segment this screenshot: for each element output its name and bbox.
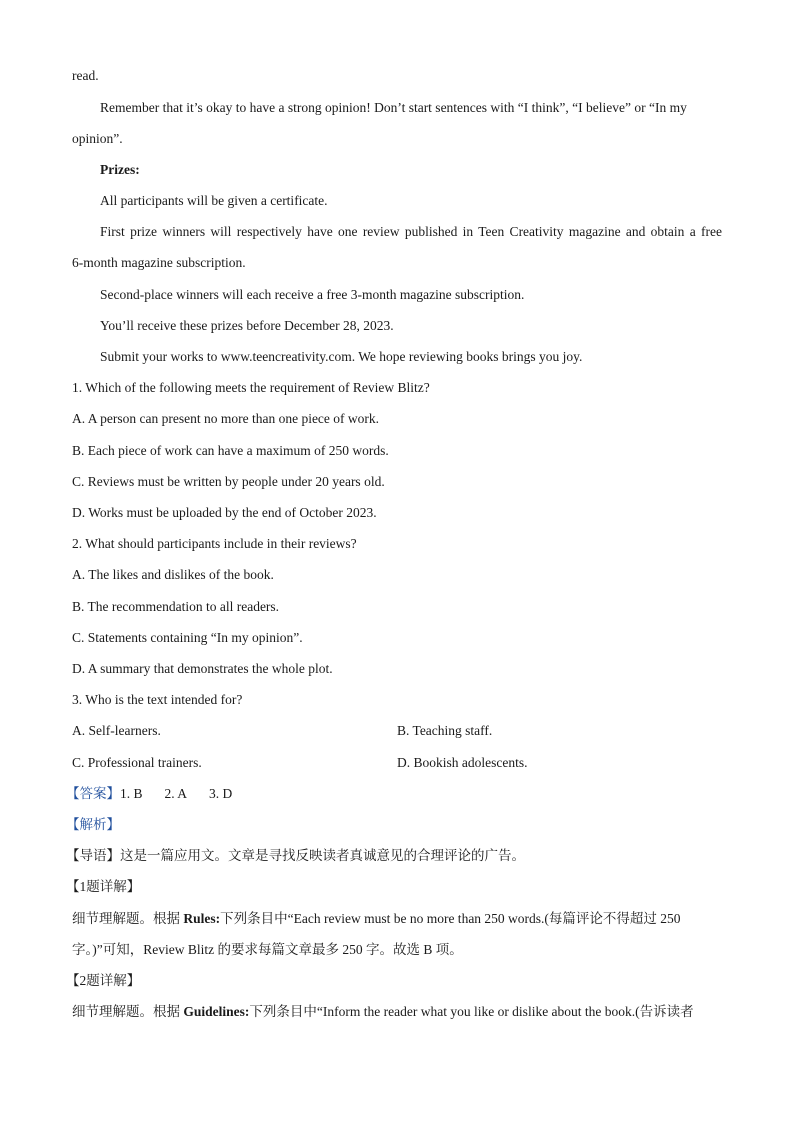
question-3-option-c: C. Professional trainers. (72, 755, 202, 770)
q2-detail-keyword: Guidelines: (183, 1004, 250, 1019)
question-1-stem: 1. Which of the following meets the requirement of Review Blitz? (72, 380, 430, 395)
question-2-option-c: C. Statements containing “In my opinion”. (72, 630, 303, 645)
q2-detail-rest: 下列条目中“Inform the reader what you like or dislike about the book.(告诉读者 (249, 1004, 694, 1019)
passage-read-tail: read. (72, 68, 99, 83)
question-1-option-d: D. Works must be uploaded by the end of October 2023. (72, 505, 377, 520)
question-2-detail-line-1 (72, 1004, 722, 1020)
q1-detail-rest: 下列条目中“Each review must be no more than 250 words.(每篇评论不得超过 250 (220, 911, 681, 926)
question-2-detail-label: 【2题详解】 (66, 973, 141, 988)
prize-first-line-2: 6-month magazine subscription. (72, 255, 246, 270)
passage-opinion-line-2: opinion”. (72, 131, 123, 146)
guide-text: 这是一篇应用文。文章是寻找反映读者真诚意见的合理评论的广告。 (120, 848, 525, 863)
passage-opinion-line-1: Remember that it’s okay to have a strong opinion! Don’t start sentences with “I think”, “I believe” or “In my (100, 100, 687, 115)
q2-detail-prefix: 细节理解题。根据 (72, 1004, 184, 1019)
prize-second-place: Second-place winners will each receive a free 3-month magazine subscription. (100, 287, 525, 302)
prize-date: You’ll receive these prizes before December 28, 2023. (100, 318, 394, 333)
answer-2: 2. A (164, 786, 188, 801)
answer-3: 3. D (209, 786, 233, 801)
q1-detail-keyword: Rules: (183, 911, 221, 926)
question-3-option-a: A. Self-learners. (72, 723, 161, 738)
analysis-label: 【解析】 (66, 817, 120, 832)
question-1-option-a: A. A person can present no more than one piece of work. (72, 411, 380, 426)
q1-detail-prefix: 细节理解题。根据 (72, 911, 184, 926)
answer-label: 【答案】 (66, 786, 120, 801)
question-1-option-c: C. Reviews must be written by people under 20 years old. (72, 474, 385, 489)
answer-1: 1. B (120, 786, 143, 801)
question-2-stem: 2. What should participants include in their reviews? (72, 536, 357, 551)
prize-all-participants: All participants will be given a certificate. (100, 193, 328, 208)
question-2-option-a: A. The likes and dislikes of the book. (72, 567, 274, 582)
question-3-stem: 3. Who is the text intended for? (72, 692, 243, 707)
question-2-option-d: D. A summary that demonstrates the whole plot. (72, 661, 333, 676)
submit-line: Submit your works to www.teencreativity.com. We hope reviewing books brings you joy. (100, 349, 583, 364)
question-1-detail-line-1 (72, 911, 722, 927)
guide-label: 【导语】 (66, 848, 120, 863)
question-3-option-d: D. Bookish adolescents. (397, 755, 528, 770)
question-1-detail-line-2: 字。)”可知，Review Blitz 的要求每篇文章最多 250 字。故选 B 项。 (72, 942, 463, 957)
prize-first-line-1: First prize winners will respectively have one review published in Teen Creativity magazine and obtain a free (100, 224, 722, 239)
guide-line (66, 848, 716, 864)
prizes-heading: Prizes: (100, 162, 140, 177)
question-2-option-b: B. The recommendation to all readers. (72, 599, 280, 614)
answer-line (66, 786, 716, 802)
question-1-option-b: B. Each piece of work can have a maximum of 250 words. (72, 443, 389, 458)
question-3-option-b: B. Teaching staff. (397, 723, 493, 738)
question-1-detail-label: 【1题详解】 (66, 879, 141, 894)
